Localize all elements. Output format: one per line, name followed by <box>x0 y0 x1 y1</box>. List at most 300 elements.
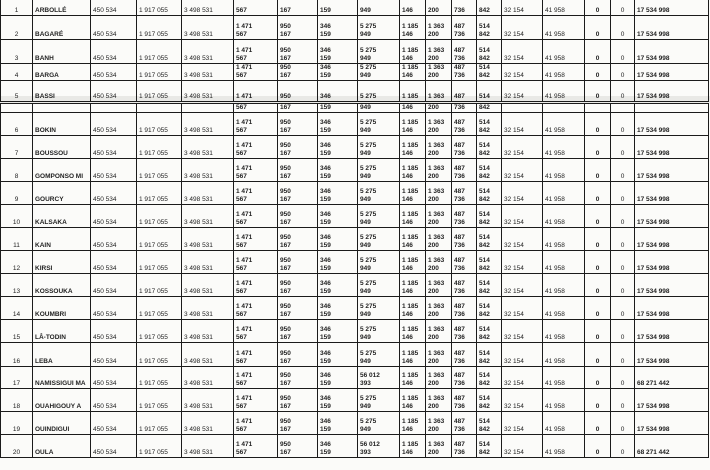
split-amount-cell-line: 346 <box>320 372 331 379</box>
row-number: 8 <box>1 159 33 182</box>
split-amount-cell-line: 950 <box>280 64 291 71</box>
split-amount-cell <box>426 182 452 205</box>
row-number: 19 <box>1 412 33 435</box>
amount-cell: 0 <box>611 320 635 343</box>
split-amount-cell <box>426 205 452 228</box>
row-number: 12 <box>1 251 33 274</box>
split-amount-cell <box>477 389 502 412</box>
table-row <box>1 0 709 16</box>
split-amount-cell <box>278 205 318 228</box>
amount-cell: 0 <box>585 0 611 16</box>
amount-cell: 32 154 <box>502 320 543 343</box>
split-amount-cell <box>477 182 502 205</box>
split-amount-cell-line: 167 <box>280 7 291 14</box>
split-amount-cell <box>358 40 400 64</box>
empty-cell <box>635 104 709 113</box>
split-amount-cell-line: 146 <box>402 127 413 134</box>
split-amount-cell-line: 487 <box>454 165 465 172</box>
split-amount-cell <box>400 136 426 159</box>
split-amount-cell <box>477 159 502 182</box>
split-amount-cell-line: 167 <box>280 127 291 134</box>
split-amount-cell <box>400 343 426 367</box>
split-amount-cell-line: 1 363 <box>428 418 445 425</box>
amount-cell: 1 917 055 <box>137 113 182 136</box>
split-amount-cell-line: 842 <box>479 242 490 249</box>
split-amount-cell-line: 146 <box>402 31 413 38</box>
split-amount-cell <box>318 16 358 40</box>
split-amount-cell-line: 736 <box>454 196 465 203</box>
split-amount-cell-line: 5 275 <box>360 257 377 264</box>
row-number: 2 <box>1 16 33 40</box>
split-amount-cell-line: 567 <box>236 403 247 410</box>
split-amount-cell-line: 736 <box>454 358 465 365</box>
split-amount-cell <box>358 389 400 412</box>
amount-cell: 0 <box>611 412 635 435</box>
split-amount-cell-line: 487 <box>454 372 465 379</box>
row-number: 15 <box>1 320 33 343</box>
split-amount-cell <box>426 435 452 458</box>
split-amount-cell-line: 950 <box>280 441 291 448</box>
split-amount-cell <box>477 136 502 159</box>
split-amount-cell-line: 200 <box>428 449 439 456</box>
commune-name: KAIN <box>33 228 91 251</box>
amount-cell: 450 534 <box>91 113 137 136</box>
empty-cell <box>502 104 543 113</box>
split-amount-cell-line: 346 <box>320 257 331 264</box>
row-number: 1 <box>1 0 33 16</box>
split-amount-cell-line: 514 <box>479 234 490 241</box>
split-amount-cell-line: 200 <box>428 334 439 341</box>
split-amount-cell <box>234 0 278 16</box>
amount-cell: 0 <box>585 182 611 205</box>
split-amount-cell-line: 346 <box>320 47 331 54</box>
split-amount-cell-line: 5 275 <box>360 64 377 71</box>
split-amount-cell-line: 487 <box>454 418 465 425</box>
amount-cell: 1 917 055 <box>137 159 182 182</box>
split-amount-cell <box>477 228 502 251</box>
split-amount-cell <box>234 159 278 182</box>
split-amount-cell-line: 950 <box>280 395 291 402</box>
split-amount-cell-line: 5 275 <box>360 303 377 310</box>
row-total: 17 534 998 <box>635 0 709 16</box>
split-amount-cell-line: 1 363 <box>428 257 445 264</box>
split-amount-cell <box>234 367 278 389</box>
split-amount-cell-line: 514 <box>479 93 490 100</box>
amount-cell: 3 498 531 <box>182 367 234 389</box>
split-amount-cell-line: 1 363 <box>428 234 445 241</box>
row-number: 7 <box>1 136 33 159</box>
split-amount-cell-line: 736 <box>454 449 465 456</box>
amount-cell: 1 917 055 <box>137 343 182 367</box>
split-amount-cell <box>477 320 502 343</box>
split-amount-cell <box>426 389 452 412</box>
split-amount-cell-line: 146 <box>402 150 413 157</box>
split-amount-cell-line: 1 185 <box>402 326 419 333</box>
split-amount-cell-line: 567 <box>236 449 247 456</box>
split-amount-cell <box>234 113 278 136</box>
amount-cell: 3 498 531 <box>182 40 234 64</box>
split-amount-cell-line: 1 363 <box>428 93 445 100</box>
row-total: 17 534 998 <box>635 182 709 205</box>
split-amount-cell <box>477 251 502 274</box>
split-amount-cell-line: 1 471 <box>236 23 253 30</box>
split-amount-cell <box>318 182 358 205</box>
split-amount-cell <box>234 40 278 64</box>
amount-cell: 32 154 <box>502 16 543 40</box>
commune-name: LEBA <box>33 343 91 367</box>
row-total: 17 534 998 <box>635 228 709 251</box>
split-amount-cell-line: 567 <box>236 150 247 157</box>
split-amount-cell <box>452 251 477 274</box>
split-amount-cell-line: 1 185 <box>402 303 419 310</box>
split-amount-cell <box>278 297 318 320</box>
split-amount-cell-line: 346 <box>320 119 331 126</box>
split-amount-cell-line: 146 <box>402 288 413 295</box>
split-amount-cell-line: 736 <box>454 311 465 318</box>
split-amount-cell <box>452 297 477 320</box>
amount-cell: 41 958 <box>543 205 585 228</box>
amount-cell: 3 498 531 <box>182 297 234 320</box>
split-amount-cell-line: 567 <box>236 31 247 38</box>
split-amount-cell: 842 <box>477 104 502 113</box>
split-amount-cell <box>234 182 278 205</box>
amount-cell: 0 <box>585 159 611 182</box>
split-amount-cell-line: 159 <box>320 173 331 180</box>
amount-cell: 32 154 <box>502 0 543 16</box>
amount-cell: 0 <box>585 205 611 228</box>
amount-cell: 0 <box>611 16 635 40</box>
split-amount-cell <box>426 0 452 16</box>
split-amount-cell-line: 949 <box>360 403 371 410</box>
split-amount-cell-line: 736 <box>454 265 465 272</box>
split-amount-cell <box>452 40 477 64</box>
split-amount-cell-line: 346 <box>320 64 331 71</box>
split-amount-cell-line: 949 <box>360 288 371 295</box>
split-amount-cell-line: 949 <box>360 242 371 249</box>
split-amount-cell-line: 200 <box>428 403 439 410</box>
split-amount-cell-line: 567 <box>236 288 247 295</box>
amount-cell: 450 534 <box>91 159 137 182</box>
split-amount-cell-line: 159 <box>320 449 331 456</box>
split-amount-cell: 567 <box>234 104 278 113</box>
split-amount-cell-line: 950 <box>280 211 291 218</box>
split-amount-cell <box>234 343 278 367</box>
split-amount-cell <box>426 412 452 435</box>
split-amount-cell-line: 1 471 <box>236 211 253 218</box>
split-amount-cell <box>400 297 426 320</box>
amount-cell: 0 <box>585 228 611 251</box>
split-amount-cell-line: 842 <box>479 127 490 134</box>
split-amount-cell <box>452 182 477 205</box>
split-amount-cell <box>426 159 452 182</box>
table-row <box>1 40 709 64</box>
split-amount-cell <box>234 81 278 102</box>
amount-cell: 1 917 055 <box>137 182 182 205</box>
split-amount-cell-line: 5 275 <box>360 188 377 195</box>
split-amount-cell-line: 167 <box>280 426 291 433</box>
amount-cell: 41 958 <box>543 136 585 159</box>
split-amount-cell <box>234 435 278 458</box>
split-amount-cell <box>477 113 502 136</box>
amount-cell: 3 498 531 <box>182 136 234 159</box>
split-amount-cell-line: 949 <box>360 358 371 365</box>
amount-cell: 1 917 055 <box>137 412 182 435</box>
split-amount-cell-line: 487 <box>454 280 465 287</box>
split-amount-cell-line: 842 <box>479 426 490 433</box>
split-amount-cell-line: 159 <box>320 196 331 203</box>
split-amount-cell <box>278 136 318 159</box>
amount-cell: 3 498 531 <box>182 64 234 81</box>
split-amount-cell <box>400 228 426 251</box>
amount-cell: 3 498 531 <box>182 81 234 102</box>
split-amount-cell <box>400 182 426 205</box>
split-amount-cell-line: 1 471 <box>236 441 253 448</box>
split-amount-cell <box>318 159 358 182</box>
split-amount-cell-line: 567 <box>236 55 247 62</box>
split-amount-cell-line: 159 <box>320 334 331 341</box>
split-amount-cell-line: 487 <box>454 257 465 264</box>
row-total: 17 534 998 <box>635 113 709 136</box>
split-amount-cell-line: 1 185 <box>402 350 419 357</box>
split-amount-cell <box>426 228 452 251</box>
split-amount-cell-line: 842 <box>479 72 490 79</box>
split-amount-cell <box>358 435 400 458</box>
split-amount-cell-line: 950 <box>280 350 291 357</box>
split-amount-cell-line: 567 <box>236 265 247 272</box>
split-amount-cell-line: 1 363 <box>428 47 445 54</box>
split-amount-cell <box>358 81 400 102</box>
amount-cell: 450 534 <box>91 182 137 205</box>
split-amount-cell-line: 950 <box>280 372 291 379</box>
split-amount-cell <box>318 228 358 251</box>
amount-cell: 32 154 <box>502 412 543 435</box>
split-amount-cell-line: 487 <box>454 188 465 195</box>
amount-cell: 32 154 <box>502 113 543 136</box>
amount-cell: 0 <box>611 40 635 64</box>
split-amount-cell-line: 514 <box>479 211 490 218</box>
split-amount-cell-line: 842 <box>479 403 490 410</box>
split-amount-cell-line: 346 <box>320 93 331 100</box>
split-amount-cell-line: 949 <box>360 31 371 38</box>
split-amount-cell <box>278 274 318 297</box>
split-amount-cell <box>400 159 426 182</box>
amount-cell: 1 917 055 <box>137 274 182 297</box>
commune-name: GOMPONSO MI <box>33 159 91 182</box>
split-amount-cell-line: 167 <box>280 265 291 272</box>
split-amount-cell-line: 5 275 <box>360 234 377 241</box>
table-row <box>1 64 709 81</box>
amount-cell: 41 958 <box>543 16 585 40</box>
row-number: 10 <box>1 205 33 228</box>
split-amount-cell <box>452 367 477 389</box>
split-amount-cell <box>477 64 502 81</box>
split-amount-cell: 736 <box>452 104 477 113</box>
split-amount-cell <box>358 0 400 16</box>
split-amount-cell-line: 393 <box>360 449 371 456</box>
split-amount-cell-line: 200 <box>428 31 439 38</box>
split-amount-cell <box>477 412 502 435</box>
split-amount-cell <box>477 343 502 367</box>
split-amount-cell-line: 200 <box>428 265 439 272</box>
amount-cell: 41 958 <box>543 113 585 136</box>
amount-cell: 3 498 531 <box>182 343 234 367</box>
split-amount-cell <box>358 367 400 389</box>
split-amount-cell-line: 950 <box>280 188 291 195</box>
split-amount-cell <box>318 320 358 343</box>
split-amount-cell <box>318 343 358 367</box>
split-amount-cell <box>278 251 318 274</box>
split-amount-cell-line: 146 <box>402 173 413 180</box>
split-amount-cell-line: 487 <box>454 326 465 333</box>
amount-cell: 3 498 531 <box>182 205 234 228</box>
amount-cell: 450 534 <box>91 16 137 40</box>
amount-cell: 450 534 <box>91 274 137 297</box>
split-amount-cell-line: 56 012 <box>360 441 380 448</box>
split-amount-cell <box>400 274 426 297</box>
split-amount-cell <box>318 274 358 297</box>
split-amount-cell-line: 200 <box>428 196 439 203</box>
row-total: 17 534 998 <box>635 274 709 297</box>
split-amount-cell <box>234 389 278 412</box>
commune-name: ARBOLLÉ <box>33 0 91 16</box>
split-amount-cell-line: 346 <box>320 350 331 357</box>
split-amount-cell-line: 346 <box>320 441 331 448</box>
split-amount-cell-line: 159 <box>320 242 331 249</box>
split-amount-cell-line: 842 <box>479 311 490 318</box>
split-amount-cell <box>452 159 477 182</box>
split-amount-cell-line: 950 <box>280 142 291 149</box>
amount-cell: 450 534 <box>91 367 137 389</box>
split-amount-cell <box>358 251 400 274</box>
split-amount-cell-line: 487 <box>454 142 465 149</box>
split-amount-cell-line: 1 471 <box>236 303 253 310</box>
split-amount-cell-line: 167 <box>280 358 291 365</box>
split-amount-cell-line: 346 <box>320 418 331 425</box>
amount-cell: 41 958 <box>543 343 585 367</box>
split-amount-cell-line: 1 185 <box>402 142 419 149</box>
split-amount-cell-line: 842 <box>479 173 490 180</box>
amount-cell: 3 498 531 <box>182 251 234 274</box>
split-amount-cell-line: 1 363 <box>428 188 445 195</box>
split-amount-cell <box>278 435 318 458</box>
amount-cell: 32 154 <box>502 64 543 81</box>
split-amount-cell <box>318 0 358 16</box>
amount-cell: 1 917 055 <box>137 297 182 320</box>
split-amount-cell <box>452 205 477 228</box>
split-amount-cell-line: 950 <box>280 303 291 310</box>
row-number: 14 <box>1 297 33 320</box>
row-number: 16 <box>1 343 33 367</box>
split-amount-cell-line: 146 <box>402 403 413 410</box>
amount-cell: 1 917 055 <box>137 136 182 159</box>
split-amount-cell-line: 736 <box>454 426 465 433</box>
split-amount-cell <box>234 412 278 435</box>
split-amount-cell-line: 1 471 <box>236 119 253 126</box>
amount-cell: 1 917 055 <box>137 435 182 458</box>
split-amount-cell-line: 950 <box>280 234 291 241</box>
split-amount-cell-line: 567 <box>236 7 247 14</box>
split-amount-cell-line: 5 275 <box>360 119 377 126</box>
amount-cell: 450 534 <box>91 320 137 343</box>
split-amount-cell-line: 949 <box>360 72 371 79</box>
split-amount-cell-line: 1 363 <box>428 23 445 30</box>
split-amount-cell <box>358 297 400 320</box>
row-number: 17 <box>1 367 33 389</box>
row-total: 17 534 998 <box>635 64 709 81</box>
split-amount-cell <box>426 64 452 81</box>
split-amount-cell-line: 159 <box>320 311 331 318</box>
split-amount-cell-line: 487 <box>454 234 465 241</box>
split-amount-cell-line: 5 275 <box>360 395 377 402</box>
split-amount-cell-line: 736 <box>454 219 465 226</box>
amount-cell: 32 154 <box>502 205 543 228</box>
split-amount-cell <box>234 297 278 320</box>
split-amount-cell-line: 146 <box>402 358 413 365</box>
amount-cell: 450 534 <box>91 343 137 367</box>
amount-cell: 32 154 <box>502 274 543 297</box>
amount-cell: 450 534 <box>91 40 137 64</box>
split-amount-cell-line: 950 <box>280 47 291 54</box>
split-amount-cell <box>278 16 318 40</box>
amount-cell: 41 958 <box>543 251 585 274</box>
split-amount-cell <box>426 320 452 343</box>
split-amount-cell-line: 487 <box>454 303 465 310</box>
split-amount-cell <box>358 274 400 297</box>
split-amount-cell-line: 159 <box>320 219 331 226</box>
split-amount-cell-line: 514 <box>479 142 490 149</box>
table-row <box>1 412 709 435</box>
split-amount-cell-line: 346 <box>320 142 331 149</box>
split-amount-cell-line: 5 275 <box>360 326 377 333</box>
split-amount-cell <box>358 136 400 159</box>
split-amount-cell-line: 200 <box>428 7 439 14</box>
split-amount-cell <box>426 40 452 64</box>
split-amount-cell-line: 949 <box>360 334 371 341</box>
amount-cell: 41 958 <box>543 435 585 458</box>
split-amount-cell <box>400 320 426 343</box>
amount-cell: 1 917 055 <box>137 16 182 40</box>
amount-cell: 0 <box>611 113 635 136</box>
split-amount-cell-line: 1 471 <box>236 142 253 149</box>
split-amount-cell-line: 200 <box>428 358 439 365</box>
split-amount-cell-line: 159 <box>320 31 331 38</box>
split-amount-cell-line: 146 <box>402 449 413 456</box>
split-amount-cell <box>358 64 400 81</box>
split-amount-cell-line: 736 <box>454 127 465 134</box>
split-amount-cell-line: 487 <box>454 23 465 30</box>
split-amount-cell-line: 167 <box>280 380 291 387</box>
split-amount-cell <box>477 0 502 16</box>
split-amount-cell <box>358 16 400 40</box>
split-amount-cell <box>400 251 426 274</box>
amount-cell: 0 <box>611 228 635 251</box>
split-amount-cell-line: 1 185 <box>402 418 419 425</box>
amount-cell: 1 917 055 <box>137 64 182 81</box>
row-total: 17 534 998 <box>635 40 709 64</box>
amount-cell: 0 <box>585 297 611 320</box>
split-amount-cell-line: 5 275 <box>360 47 377 54</box>
split-amount-cell <box>234 136 278 159</box>
split-amount-cell-line: 167 <box>280 334 291 341</box>
table-row <box>1 343 709 367</box>
table-row <box>1 389 709 412</box>
table-row <box>1 182 709 205</box>
split-amount-cell-line: 200 <box>428 311 439 318</box>
amount-cell: 450 534 <box>91 251 137 274</box>
commune-name: BANH <box>33 40 91 64</box>
empty-cell <box>585 104 611 113</box>
split-amount-cell-line: 487 <box>454 395 465 402</box>
